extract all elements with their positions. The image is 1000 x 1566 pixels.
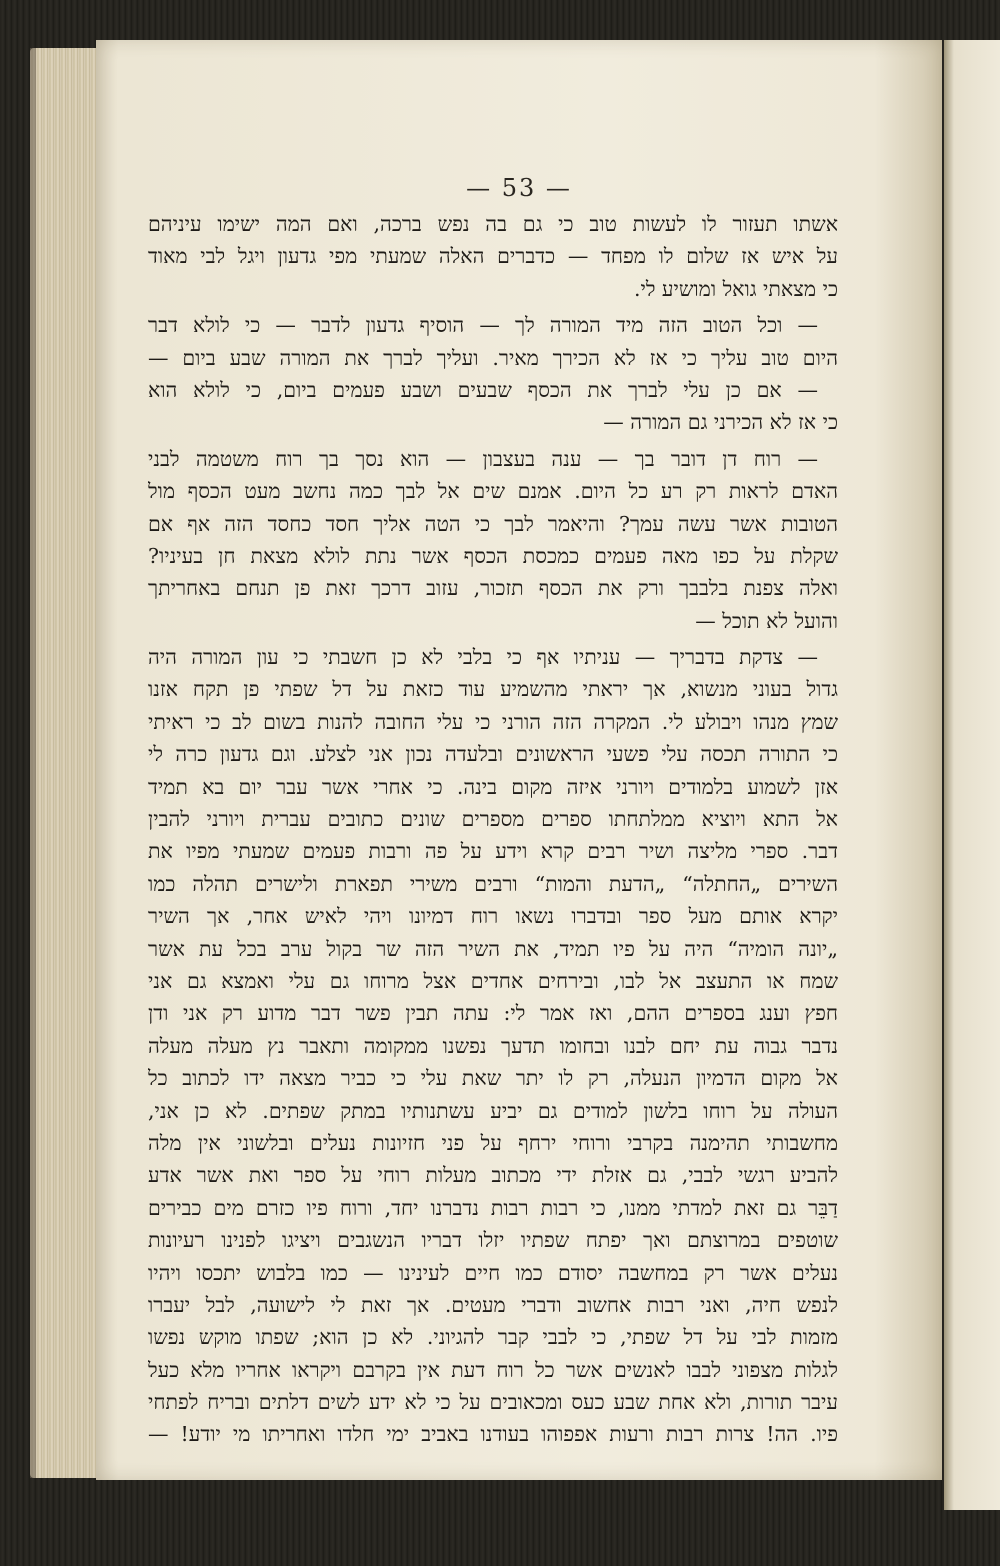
text-line: „יונה הומיה“ היה על פיו תמיד, את השיר הזה שר בקול ערב בכל עת אשר [148,936,838,961]
text-line: לנפש חיה, ואני רבות אחשוב ודברי מעטים. אך זאת לי לישועה, לבל יעברו [148,1292,838,1317]
text-line: נדבר גבוה עת יחם לבנו ובחומו תדעך נפשנו ממקומה ותאבר נץ מעלה מעלה [148,1033,838,1058]
text-line: שמח או התעצב אל לבו, ובירחים אחדים אצל מרוחו גם עלי ואמצא גם אני [148,968,838,993]
text-line: מחשבותי תהימנה בקרבי ורוחי ירחף על פני חזיונות נעלים ובלשוני אין מלה [148,1130,838,1155]
text-line: — אם כן עלי לברך את הכסף שבעים ושבע פעמים ביום, כי לולא הוא [148,377,818,402]
text-line: והועל לא תוכל — [695,608,838,633]
facing-page-edge [944,40,1000,1510]
text-line: פיו. הה! צרות רבות ורעות אפפוהו בעודנו באביב ימי חלדו ואחריתו מי יודע! — [148,1422,838,1447]
text-line: אל מקום הדמיון הנעלה, רק לו יתר שאת עלי כי כביר מצאה ידו לכתוב כל [148,1066,838,1091]
text-line: השירים „החתלה“ „הדעת והמות“ ורבים משירי תפארת ולישרים תהלה כמו [148,871,838,896]
text-line: שוטפים במרוצתם ואך יפתח שפתיו יזלו דבריו הנשגבים ויציגו לפנינו רעיונות [148,1228,838,1253]
text-line: אשתו תעזור לו לעשות טוב כי גם בה נפש ברכה, ואם המה ישימו עיניהם [148,212,838,236]
text-line: ואלה צפנת בלבבך ורק את הכסף תזכור, עזוב דרכך זאת פן תנחם באחריתך [148,576,838,601]
text-line: — צדקת בדבריך — עניתיו אף כי בלבי לא כן חשבתי כי עון המורה היה [148,645,818,670]
text-line: גדול בעוני מנשוא, אך יראתי מהשמיע עוד כזאת על דל שפתי פן תקח אזנו [148,677,838,702]
text-line: חפץ וענג בספרים ההם, ואז אמר לי: עתה תבין פשר דבר מדוע רק אני ודן [148,1001,838,1026]
text-line: העולה על רוחו בלשון למודים גם יביע עשתנותיו במתק שפתים. לא כן אני, [148,1098,838,1123]
text-line: מזמות לבי על דל שפתי, כי לבבי קבר להגיוני. לא כן הוא; שפתו מוקש נפשו [148,1325,838,1350]
text-line: אל התא ויוציא ממלתחתו ספרים מספרים שונים כתובים עברית ויורני להבין [148,807,838,832]
page-text [148,208,838,1451]
text-line: להביע רגשי לבבי, גם אזלת ידי מכתוב מעלות רוחי על ספר ואת אשר אדע [148,1163,838,1188]
text-line: דַבֵּר גם זאת למדתי ממנו, כי רבות רבות נדברנו יחד, ורוח פיו כזרם מים כבירים [148,1195,838,1220]
text-line: — וכל הטוב הזה מיד המורה לך — הוסיף גדעון לדבר — כי לולא דבר [148,313,818,338]
text-line: האדם לראות רק רע כל היום. אמנם שים אל לבך כמה נחשב מעט הכסף מול [148,479,838,504]
text-line: יקרא אותם מעל ספר ובדברו נשאו רוח דמיונו ויהי לאיש אחר, אך השיר [148,904,838,929]
text-line: כי מצאתי גואל ומושיע לי. [633,276,838,301]
text-line: עיבר תורות, ולא אחת שבע כעס ומכאובים על כי לא ידע לשים דלתים ובריח לפתחי [148,1390,838,1415]
page-number: — 53 — [466,174,572,202]
text-line: אזן לשמוע בלמודים ויורני איזה מקום בינה. כי אחרי אשר עבר יום בא תמיד [148,774,838,799]
text-line: לגלות מצפוני לבבו לאנשים אשר כל רוח דעת אין בקרבם ויקראו אחריו מלא כעל [148,1357,838,1382]
text-line: כי אז לא הכירני גם המורה — [603,410,838,435]
text-line: דבר. ספרי מליצה ושיר רבים קרא וידע על פה ורבות פעמים שמעתי מפיו את [148,839,838,864]
text-line: נעלים אשר רק במחשבה יסודם כמו חיים לעינינו — כמו בלבוש יתכסו ויהיו [148,1260,838,1285]
text-line: — רוח דן דובר בך — ענה בעצבון — הוא נסך בך רוח משטמה לבני [148,446,818,471]
text-line: היום טוב עליך כי אז לא הכירך מאיר. ועליך לברך את המורה שבע ביום — [148,345,838,370]
text-line: על איש אז שלום לו מפחד — כדברים האלה שמעתי מפי גדעון ויגל לבי מאוד [148,244,838,269]
text-line: כי התורה תכסה עלי פשעי הראשונים ובלעדה נכון אני לצלע. וגם גדעון כרה לי [148,742,838,767]
text-line: הטובות אשר עשה עמך? והיאמר לבך כי הטה אליך חסד כחסד הזה אף אם [148,511,838,536]
text-line: שקלת על כפו מאה פעמים כמכסת הכסף אשר נתת לולא מצאת חן בעיניו? [148,543,838,568]
text-line: שמץ מנהו ויבולע לי. המקרה הזה הורני כי עלי החובה להנות בשום לב כי ראיתי [148,709,838,734]
